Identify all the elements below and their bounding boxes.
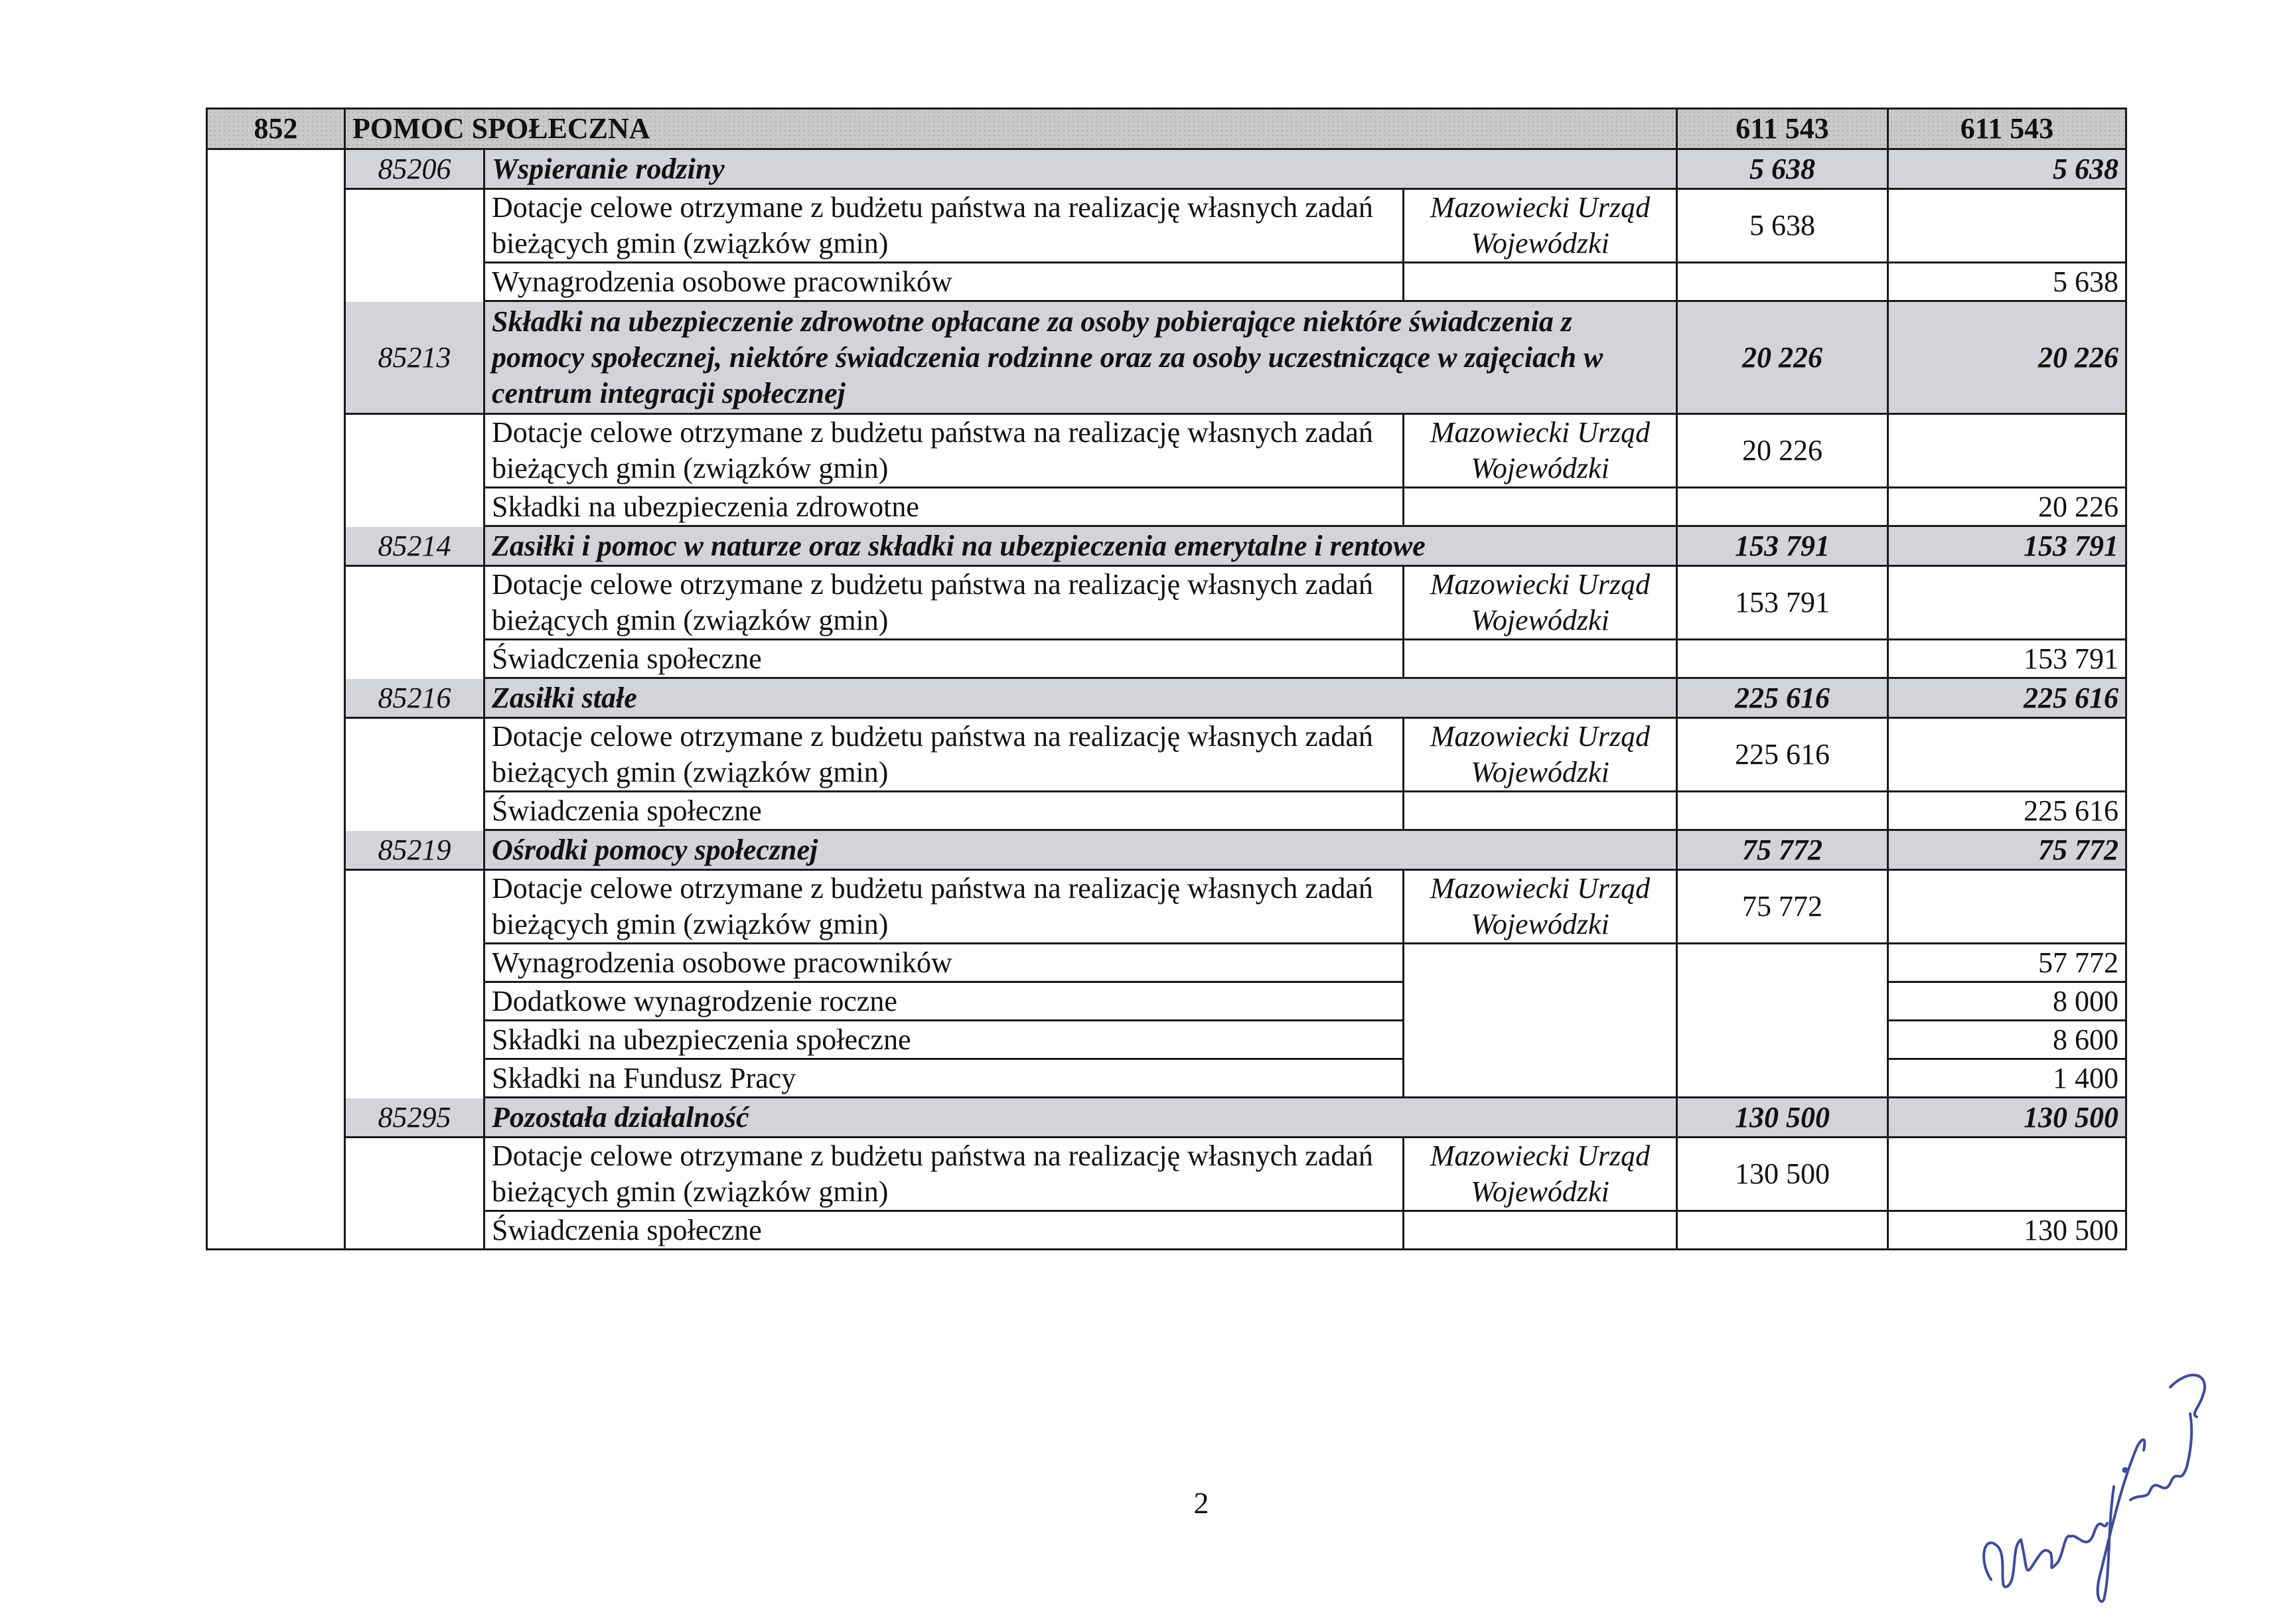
rozdzial-code: 85206 [345, 149, 484, 189]
rozdzial-amount-expense: 5 638 [1888, 149, 2126, 189]
source-line-1: Mazowiecki Urząd [1430, 720, 1651, 753]
dzial-code: 852 [207, 109, 345, 149]
expense-item-amount: 130 500 [1888, 1211, 2126, 1250]
blank-income-cell [1677, 1021, 1888, 1059]
blank-rozdzial-cell [345, 640, 484, 678]
blank-expense-cell [1888, 566, 2126, 640]
dotacja-row [207, 1138, 2126, 1211]
source-line-1: Mazowiecki Urząd [1430, 872, 1651, 905]
blank-rozdzial-cell [345, 1021, 484, 1059]
rozdzial-name: Zasiłki i pomoc w naturze oraz składki na ubezpieczenia emerytalne i rentowe [484, 526, 1677, 566]
expense-item-label: Dodatkowe wynagrodzenie roczne [484, 982, 1404, 1021]
dotacja-amount: 75 772 [1677, 870, 1888, 944]
expense-item-label: Składki na ubezpieczenia społeczne [484, 1021, 1404, 1059]
blank-income-cell [1677, 792, 1888, 830]
dzial-amount-expense: 611 543 [1888, 109, 2126, 149]
dotacja-row [207, 566, 2126, 640]
expense-item-label: Świadczenia społeczne [484, 1211, 1404, 1250]
blank-dzial-cell [207, 944, 345, 982]
handwritten-signature [1971, 1334, 2223, 1613]
source-label [1404, 566, 1677, 640]
expense-item-row [207, 1211, 2126, 1250]
blank-rozdzial-cell [345, 263, 484, 301]
rozdzial-name: Pozostała działalność [484, 1098, 1677, 1138]
rozdzial-code: 85295 [345, 1098, 484, 1138]
blank-income-cell [1677, 944, 1888, 982]
blank-dzial-cell [207, 830, 345, 870]
rozdzial-code: 85213 [345, 301, 484, 414]
source-line-2: Wojewódzki [1471, 227, 1609, 259]
dzial-amount-income: 611 543 [1677, 109, 1888, 149]
blank-rozdzial-cell [345, 870, 484, 944]
source-line-2: Wojewódzki [1471, 452, 1609, 484]
rozdzial-amount-income: 225 616 [1677, 678, 1888, 718]
expense-item-amount: 225 616 [1888, 792, 2126, 830]
blank-dzial-cell [207, 526, 345, 566]
expense-item-label: Wynagrodzenia osobowe pracowników [484, 263, 1404, 301]
expense-item-amount: 8 600 [1888, 1021, 2126, 1059]
blank-dzial-cell [207, 149, 345, 189]
expense-item-label: Składki na Fundusz Pracy [484, 1059, 1404, 1098]
blank-dzial-cell [207, 1138, 345, 1211]
source-line-1: Mazowiecki Urząd [1430, 191, 1651, 224]
expense-item-amount: 8 000 [1888, 982, 2126, 1021]
source-line-2: Wojewódzki [1471, 604, 1609, 636]
dotacja-label: Dotacje celowe otrzymane z budżetu państwa na realizację własnych zadań bieżących gmin (związków gmin) [484, 566, 1404, 640]
rozdzial-name: Zasiłki stałe [484, 678, 1677, 718]
blank-source-cell [1404, 982, 1677, 1021]
rozdzial-name: Wspieranie rodziny [484, 149, 1677, 189]
source-label [1404, 1138, 1677, 1211]
blank-dzial-cell [207, 301, 345, 414]
dotacja-amount: 130 500 [1677, 1138, 1888, 1211]
source-line-2: Wojewódzki [1471, 1175, 1609, 1208]
source-label [1404, 189, 1677, 263]
rozdzial-code: 85219 [345, 830, 484, 870]
expense-item-row [207, 640, 2126, 678]
blank-dzial-cell [207, 1059, 345, 1098]
dotacja-row [207, 189, 2126, 263]
blank-dzial-cell [207, 263, 345, 301]
rozdzial-row [207, 301, 2126, 414]
blank-dzial-cell [207, 792, 345, 830]
expense-item-amount: 1 400 [1888, 1059, 2126, 1098]
blank-rozdzial-cell [345, 1059, 484, 1098]
rozdzial-amount-expense: 225 616 [1888, 678, 2126, 718]
blank-rozdzial-cell [345, 982, 484, 1021]
rozdzial-row [207, 526, 2126, 566]
blank-source-cell [1404, 792, 1677, 830]
blank-income-cell [1677, 1059, 1888, 1098]
blank-rozdzial-cell [345, 792, 484, 830]
blank-source-cell [1404, 1021, 1677, 1059]
blank-source-cell [1404, 263, 1677, 301]
dotacja-amount: 20 226 [1677, 414, 1888, 488]
blank-expense-cell [1888, 414, 2126, 488]
dotacja-row [207, 870, 2126, 944]
rozdzial-amount-expense: 75 772 [1888, 830, 2126, 870]
expense-item-amount: 20 226 [1888, 488, 2126, 526]
dotacja-label: Dotacje celowe otrzymane z budżetu państwa na realizację własnych zadań bieżących gmin (związków gmin) [484, 870, 1404, 944]
dotacja-amount: 5 638 [1677, 189, 1888, 263]
blank-income-cell [1677, 263, 1888, 301]
blank-source-cell [1404, 488, 1677, 526]
source-label [1404, 870, 1677, 944]
dzial-row [207, 109, 2126, 149]
source-line-1: Mazowiecki Urząd [1430, 568, 1651, 601]
blank-rozdzial-cell [345, 414, 484, 488]
blank-rozdzial-cell [345, 566, 484, 640]
blank-rozdzial-cell [345, 488, 484, 526]
rozdzial-name: Ośrodki pomocy społecznej [484, 830, 1677, 870]
page-number: 2 [1193, 1486, 1209, 1520]
expense-item-amount: 153 791 [1888, 640, 2126, 678]
rozdzial-amount-income: 75 772 [1677, 830, 1888, 870]
blank-rozdzial-cell [345, 1211, 484, 1250]
rozdzial-amount-expense: 20 226 [1888, 301, 2126, 414]
blank-rozdzial-cell [345, 718, 484, 792]
blank-dzial-cell [207, 189, 345, 263]
source-line-1: Mazowiecki Urząd [1430, 416, 1651, 449]
blank-dzial-cell [207, 1098, 345, 1138]
blank-rozdzial-cell [345, 1138, 484, 1211]
rozdzial-row [207, 149, 2126, 189]
dzial-name: POMOC SPOŁECZNA [345, 109, 1677, 149]
dotacja-label: Dotacje celowe otrzymane z budżetu państwa na realizację własnych zadań bieżących gmin (związków gmin) [484, 718, 1404, 792]
dotacja-amount: 153 791 [1677, 566, 1888, 640]
expense-item-amount: 57 772 [1888, 944, 2126, 982]
blank-dzial-cell [207, 414, 345, 488]
budget-table-body [207, 109, 2126, 1250]
dotacja-label: Dotacje celowe otrzymane z budżetu państwa na realizację własnych zadań bieżących gmin (związków gmin) [484, 414, 1404, 488]
rozdzial-amount-income: 5 638 [1677, 149, 1888, 189]
rozdzial-row [207, 830, 2126, 870]
source-label [1404, 414, 1677, 488]
expense-item-label: Świadczenia społeczne [484, 640, 1404, 678]
blank-income-cell [1677, 488, 1888, 526]
rozdzial-amount-income: 153 791 [1677, 526, 1888, 566]
dotacja-label: Dotacje celowe otrzymane z budżetu państwa na realizację własnych zadań bieżących gmin (związków gmin) [484, 189, 1404, 263]
rozdzial-amount-expense: 153 791 [1888, 526, 2126, 566]
rozdzial-amount-income: 20 226 [1677, 301, 1888, 414]
blank-expense-cell [1888, 718, 2126, 792]
blank-dzial-cell [207, 870, 345, 944]
blank-dzial-cell [207, 1021, 345, 1059]
rozdzial-row [207, 678, 2126, 718]
source-line-2: Wojewódzki [1471, 756, 1609, 788]
blank-dzial-cell [207, 566, 345, 640]
expense-item-row [207, 1021, 2126, 1059]
blank-source-cell [1404, 944, 1677, 982]
blank-dzial-cell [207, 1211, 345, 1250]
blank-expense-cell [1888, 189, 2126, 263]
blank-source-cell [1404, 1059, 1677, 1098]
blank-expense-cell [1888, 1138, 2126, 1211]
blank-rozdzial-cell [345, 944, 484, 982]
rozdzial-name: Składki na ubezpieczenie zdrowotne opłacane za osoby pobierające niektóre świadczenia z pomocy społecznej, niektóre świadczenia rodzinne oraz za osoby uczestniczące w zajęciach w centrum integracji społecznej [484, 301, 1677, 414]
dotacja-row [207, 718, 2126, 792]
blank-income-cell [1677, 1211, 1888, 1250]
budget-table [206, 108, 2127, 1250]
expense-item-row [207, 1059, 2126, 1098]
blank-source-cell [1404, 640, 1677, 678]
blank-dzial-cell [207, 982, 345, 1021]
dotacja-amount: 225 616 [1677, 718, 1888, 792]
blank-income-cell [1677, 982, 1888, 1021]
blank-rozdzial-cell [345, 189, 484, 263]
source-label [1404, 718, 1677, 792]
rozdzial-amount-income: 130 500 [1677, 1098, 1888, 1138]
source-line-1: Mazowiecki Urząd [1430, 1140, 1651, 1172]
blank-dzial-cell [207, 640, 345, 678]
dotacja-label: Dotacje celowe otrzymane z budżetu państwa na realizację własnych zadań bieżących gmin (związków gmin) [484, 1138, 1404, 1211]
expense-item-label: Wynagrodzenia osobowe pracowników [484, 944, 1404, 982]
source-line-2: Wojewódzki [1471, 908, 1609, 940]
expense-item-row [207, 488, 2126, 526]
expense-item-amount: 5 638 [1888, 263, 2126, 301]
dotacja-row [207, 414, 2126, 488]
blank-dzial-cell [207, 488, 345, 526]
blank-dzial-cell [207, 718, 345, 792]
blank-income-cell [1677, 640, 1888, 678]
expense-item-label: Świadczenia społeczne [484, 792, 1404, 830]
expense-item-row [207, 792, 2126, 830]
expense-item-row [207, 982, 2126, 1021]
rozdzial-code: 85216 [345, 678, 484, 718]
rozdzial-row [207, 1098, 2126, 1138]
blank-source-cell [1404, 1211, 1677, 1250]
expense-item-row [207, 263, 2126, 301]
rozdzial-amount-expense: 130 500 [1888, 1098, 2126, 1138]
blank-dzial-cell [207, 678, 345, 718]
blank-expense-cell [1888, 870, 2126, 944]
rozdzial-code: 85214 [345, 526, 484, 566]
expense-item-label: Składki na ubezpieczenia zdrowotne [484, 488, 1404, 526]
expense-item-row [207, 944, 2126, 982]
